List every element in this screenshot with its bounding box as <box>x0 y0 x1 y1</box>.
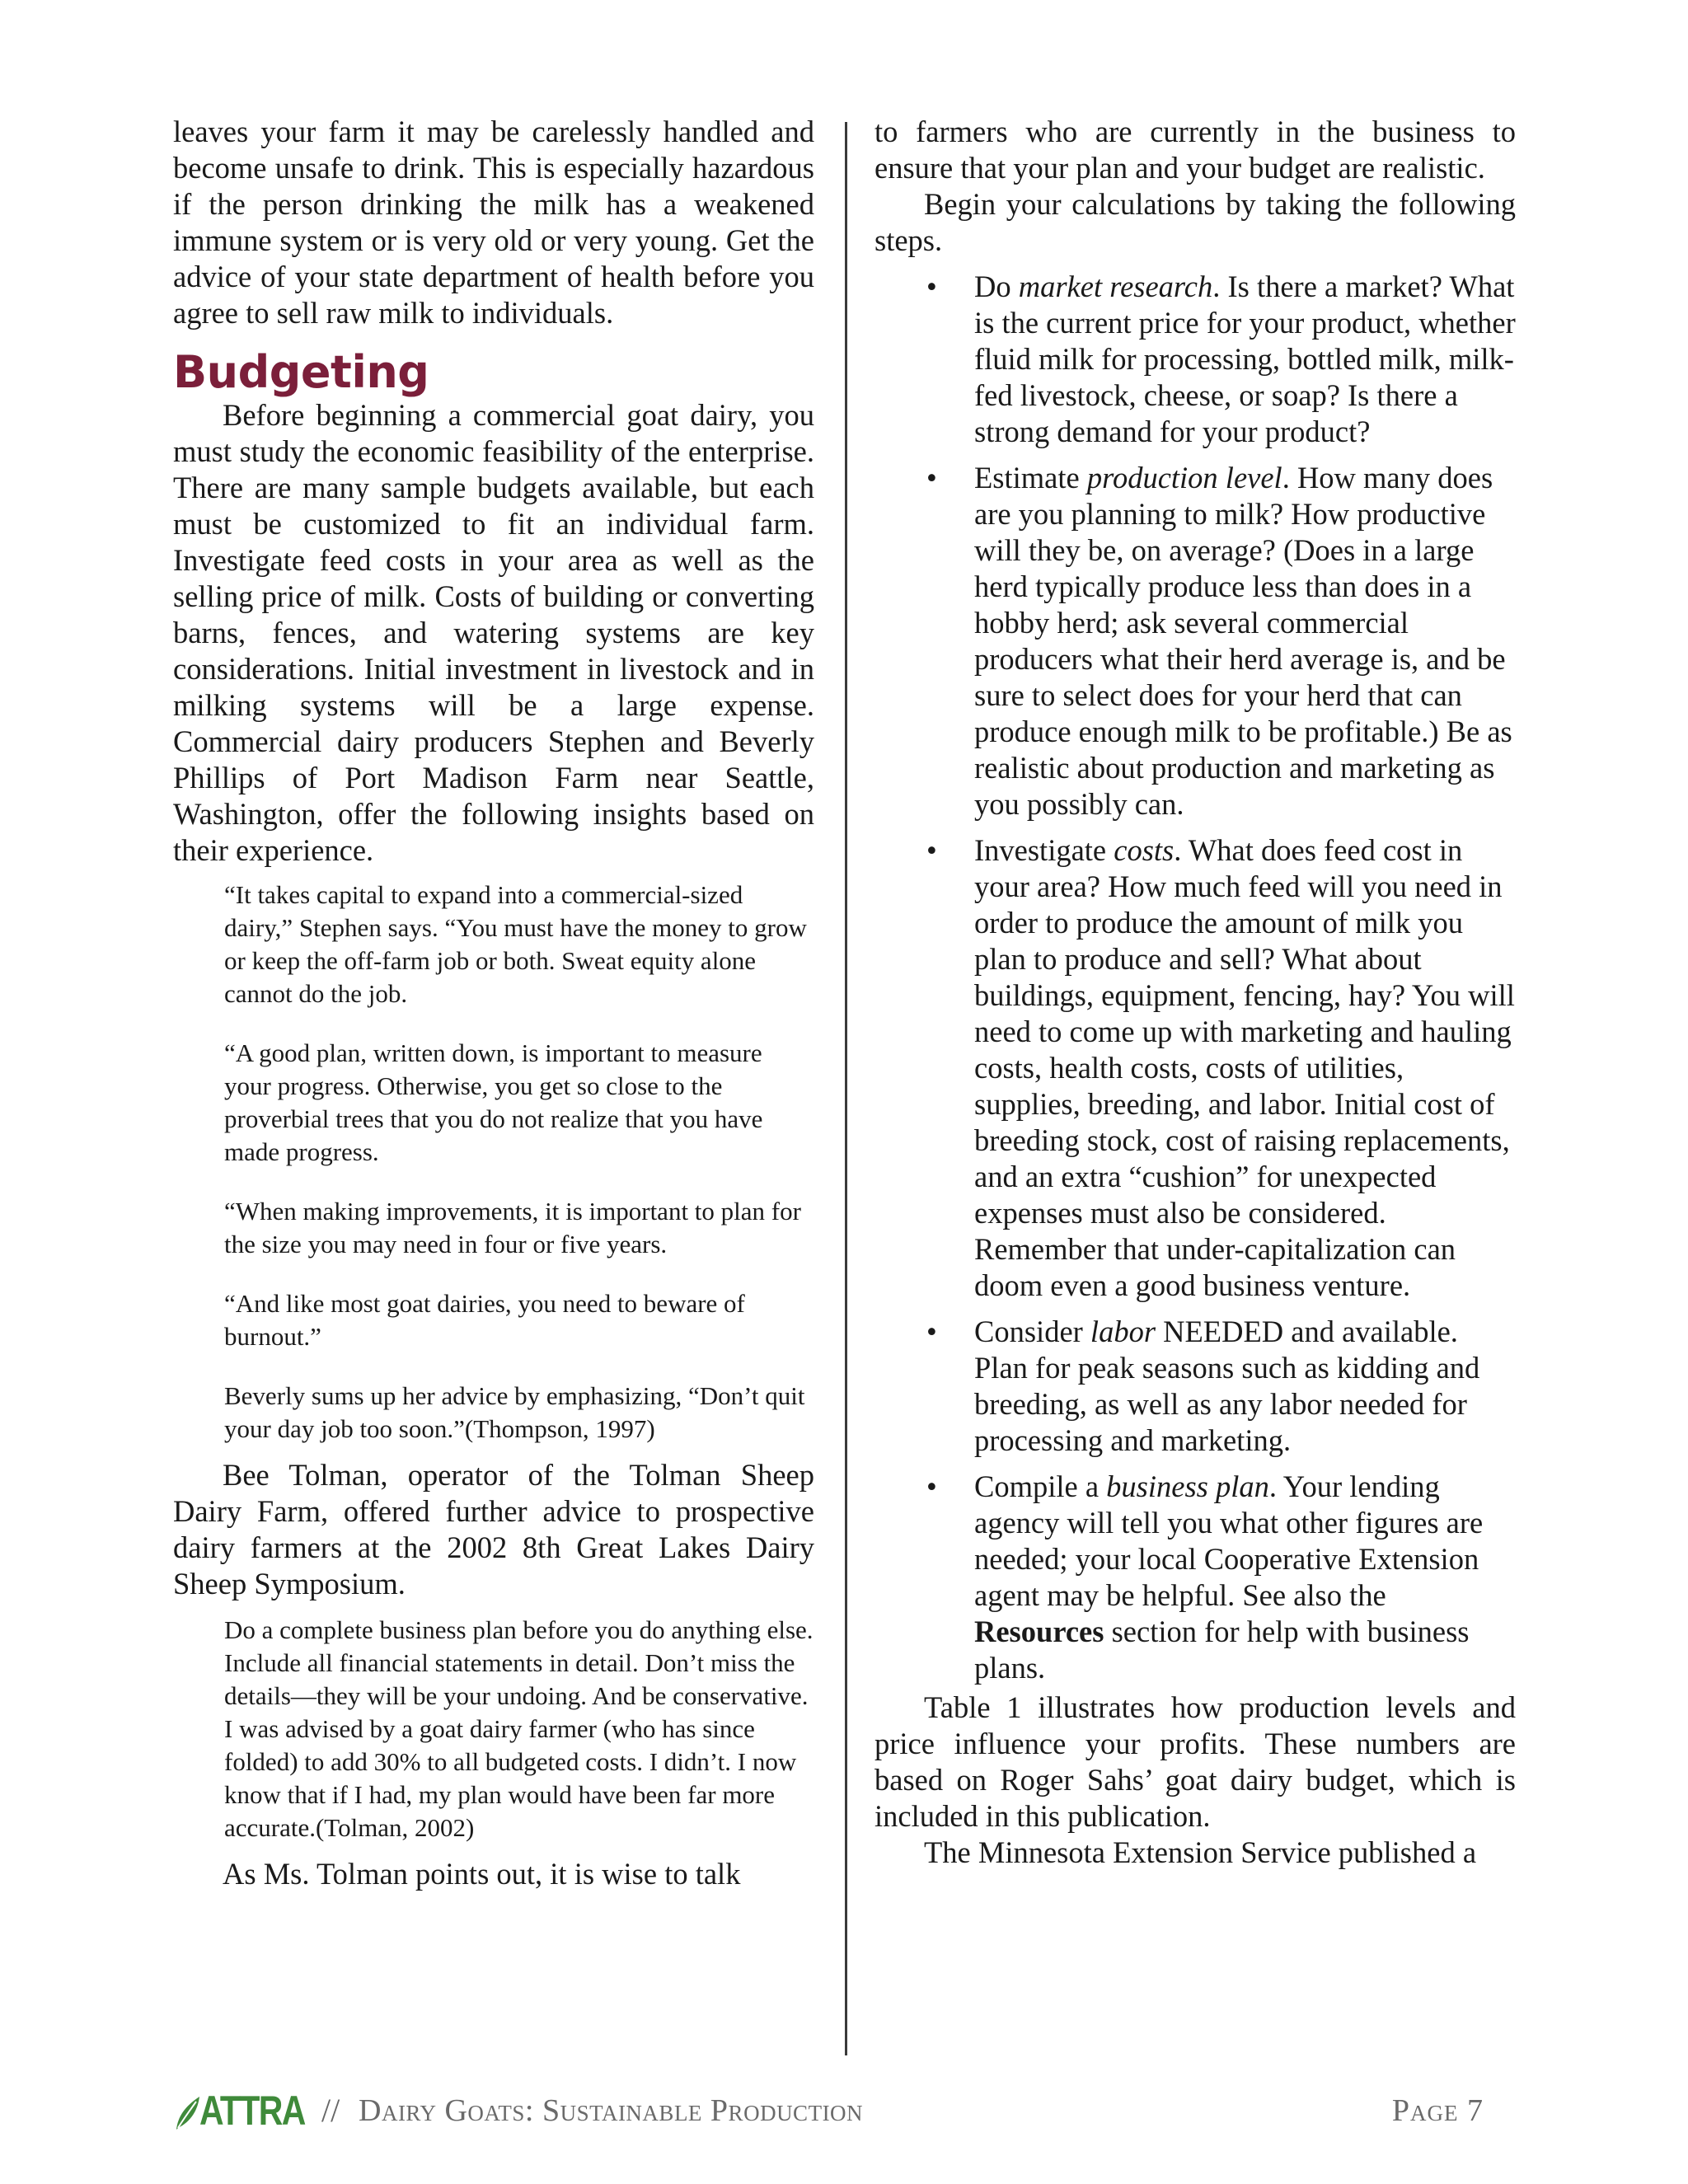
page-footer <box>173 2088 1484 2134</box>
logo-text: ATTRA <box>199 2088 305 2134</box>
bullet-icon: • <box>926 269 937 303</box>
tolman-intro-paragraph: Bee Tolman, operator of the Tolman Sheep Dairy Farm, offered further advice to prospective dairy farmers at the 2002 8th Great Lakes Dairy Sheep Symposium. <box>173 1458 814 1601</box>
bullet-icon: • <box>926 1315 937 1348</box>
left-column <box>173 114 814 1892</box>
block-quote: Do a complete business plan before you do anything else. Include all financial statements in detail. Don’t miss the details—they will be your undoing. And be conservative. I was advised by a goat dairy farmer (who has since folded) to add 30% to all budgeted costs. I didn’t. I now know that if I had, my plan would have been far more accurate.(Tolman, 2002) <box>224 1615 814 1842</box>
closing-line: The Minnesota Extension Service published a <box>924 1835 1477 1869</box>
section-heading: Budgeting <box>173 346 429 398</box>
column-divider <box>845 122 847 2055</box>
bullet-icon: • <box>926 461 937 494</box>
bullet-icon: • <box>926 1469 937 1503</box>
footer-separator: // <box>321 2092 340 2129</box>
budgeting-paragraph: Before beginning a commercial goat dairy, you must study the economic feasibility of the enterprise. There are many sample budgets available, but each must be customized to fit an individual farm. Investigate feed costs in your area as well as the selling price of milk. Costs of building or converting barns, fences, and watering systems are key considerations. Initial investment in livestock and in milking systems will be a large expense. Commercial dairy producers Stephen and Beverly Phillips of Port Madison Farm near Seattle, Washington, offer the following insights based on their experience. <box>173 398 814 867</box>
right-column <box>874 114 1516 1871</box>
block-quote: Beverly sums up her advice by emphasizing, “Don’t quit your day job too soon.”(Thompson, 1997) <box>224 1381 805 1443</box>
leaf-icon <box>173 2093 203 2131</box>
block-quote: “And like most goat dairies, you need to beware of burnout.” <box>224 1289 745 1351</box>
list-item: • Estimate production level. How many does are you planning to milk? How productive will they be, on average? (Does in a large herd typically produce less than does in a hobby herd; ask several commercial producers what their herd average is, and be sure to select does for your herd that can produce enough milk to be profitable.) Be as realistic about production and marketing as you possibly can. <box>926 461 1512 821</box>
attra-logo <box>173 2088 328 2134</box>
list-item: • Compile a business plan. Your lending agency will tell you what other figures are needed; your local Cooperative Extension agent may be helpful. See also the Resources section for help with business plans. <box>926 1469 1484 1685</box>
publication-title: Dairy Goats: Sustainable Production <box>359 2093 864 2128</box>
tolman-quote-block <box>173 1614 814 1844</box>
table-paragraph: Table 1 illustrates how production levels and price influence your profits. These numbers are based on Roger Sahs’ goat dairy budget, which is included in this publication. <box>874 1690 1516 1833</box>
block-quote: “When making improvements, it is important to plan for the size you may need in four or five years. <box>224 1197 801 1258</box>
steps-intro-paragraph: Begin your calculations by taking the following steps. <box>874 187 1516 257</box>
resources-link-text: Resources <box>974 1615 1104 1648</box>
continuation-paragraph: to farmers who are currently in the business to ensure that your plan and your budget are realistic. <box>874 115 1516 185</box>
list-item: • Consider labor NEEDED and available. Plan for peak seasons such as kidding and breeding, as well as any labor needed for processing and marketing. <box>926 1315 1480 1457</box>
block-quote: “A good plan, written down, is important to measure your progress. Otherwise, you get so close to the proverbial trees that you do not realize that you have made progress. <box>224 1038 763 1166</box>
list-item: • Do market research. Is there a market? What is the current price for your product, whether fluid milk for processing, bottled milk, milk-fed livestock, cheese, or soap? Is there a strong demand for your product? <box>926 269 1516 448</box>
steps-list <box>874 269 1516 1686</box>
intro-paragraph: leaves your farm it may be carelessly handled and become unsafe to drink. This is especially hazardous if the person drinking the milk has a weakened immune system or is very old or very young. Get the advice of your state department of health before you agree to sell raw milk to individuals. <box>173 115 814 330</box>
page-number: Page 7 <box>1391 2093 1484 2128</box>
phillips-quote-block <box>173 879 814 1446</box>
list-item: • Investigate costs. What does feed cost in your area? How much feed will you need in order to produce the amount of milk you plan to produce and sell? What about buildings, equipment, fencing, hay? You will need to come up with marketing and hauling costs, health costs, costs of utilities, supplies, breeding, and labor. Initial cost of breeding stock, cost of raising replacements, and an extra “cushion” for unexpected expenses must also be considered. Remember that under-capitalization can doom even a good business venture. <box>926 833 1515 1302</box>
bullet-icon: • <box>926 833 937 867</box>
block-quote: “It takes capital to expand into a commercial-sized dairy,” Stephen says. “You must have the money to grow or keep the off-farm job or both. Sweat equity alone cannot do the job. <box>224 880 807 1008</box>
closing-line: As Ms. Tolman points out, it is wise to talk <box>223 1857 741 1891</box>
